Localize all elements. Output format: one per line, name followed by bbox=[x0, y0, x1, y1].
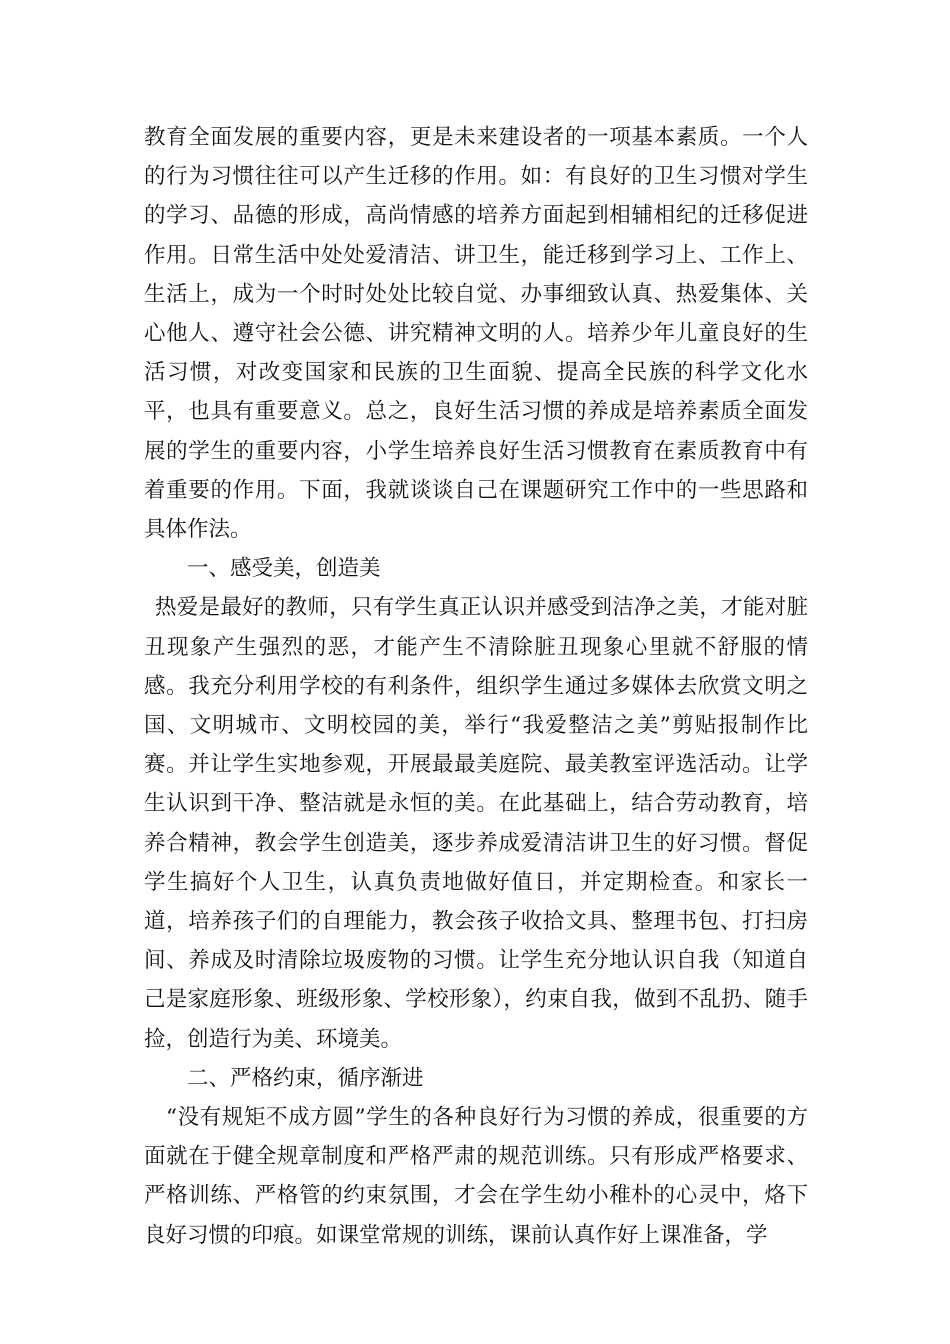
section-heading-2: 二、严格约束，循序渐进 bbox=[187, 1065, 424, 1091]
document-body bbox=[144, 118, 808, 1255]
body-paragraph-section-1: 热爱是最好的教师，只有学生真正认识并感受到洁净之美，才能对脏丑现象产生强烈的恶，才能产生不清除脏丑现象心里就不舒服的情感。我充分利用学校的有利条件，组织学生通过多媒体去欣赏文明之国、文明城市、文明校园的美，举行“我爱整洁之美”剪贴报制作比赛。并让学生实地参观，开展最最美庭院、最美教室评选活动。让学生认识到干净、整洁就是永恒的美。在此基础上，结合劳动教育，培养合精神，教会学生创造美，逐步养成爱清洁讲卫生的好习惯。督促学生搞好个人卫生，认真负责地做好值日，并定期检查。和家长一道，培养孩子们的自理能力，教会孩子收拾文具、整理书包、打扫房间、养成及时清除垃圾废物的习惯。让学生充分地认识自我（知道自己是家庭形象、班级形象、学校形象），约束自我，做到不乱扔、随手捡，创造行为美、环境美。 bbox=[144, 595, 808, 1052]
section-heading-1: 一、感受美，创造美 bbox=[187, 556, 381, 582]
body-paragraph-section-2: “没有规矩不成方圆”学生的各种良好行为习惯的养成，很重要的方面就在于健全规章制度和严格严肃的规范训练。只有形成严格要求、严格训练、严格管的约束氛围，才会在学生幼小稚朴的心灵中，烙下良好习惯的印痕。如课堂常规的训练，课前认真作好上课准备，学 bbox=[144, 1105, 808, 1248]
body-paragraph-intro: 教育全面发展的重要内容，更是未来建设者的一项基本素质。一个人的行为习惯往往可以产生迁移的作用。如：有良好的卫生习惯对学生的学习、品德的形成，高尚情感的培养方面起到相辅相纪的迁移促进作用。日常生活中处处爱清洁、讲卫生，能迁移到学习上、工作上、生活上，成为一个时时处处比较自觉、办事细致认真、热爱集体、关心他人、遵守社会公德、讲究精神文明的人。培养少年儿童良好的生活习惯，对改变国家和民族的卫生面貌、提高全民族的科学文化水平，也具有重要意义。总之，良好生活习惯的养成是培养素质全面发展的学生的重要内容，小学生培养良好生活习惯教育在素质教育中有着重要的作用。下面，我就谈谈自己在课题研究工作中的一些思路和具体作法。 bbox=[144, 125, 808, 543]
